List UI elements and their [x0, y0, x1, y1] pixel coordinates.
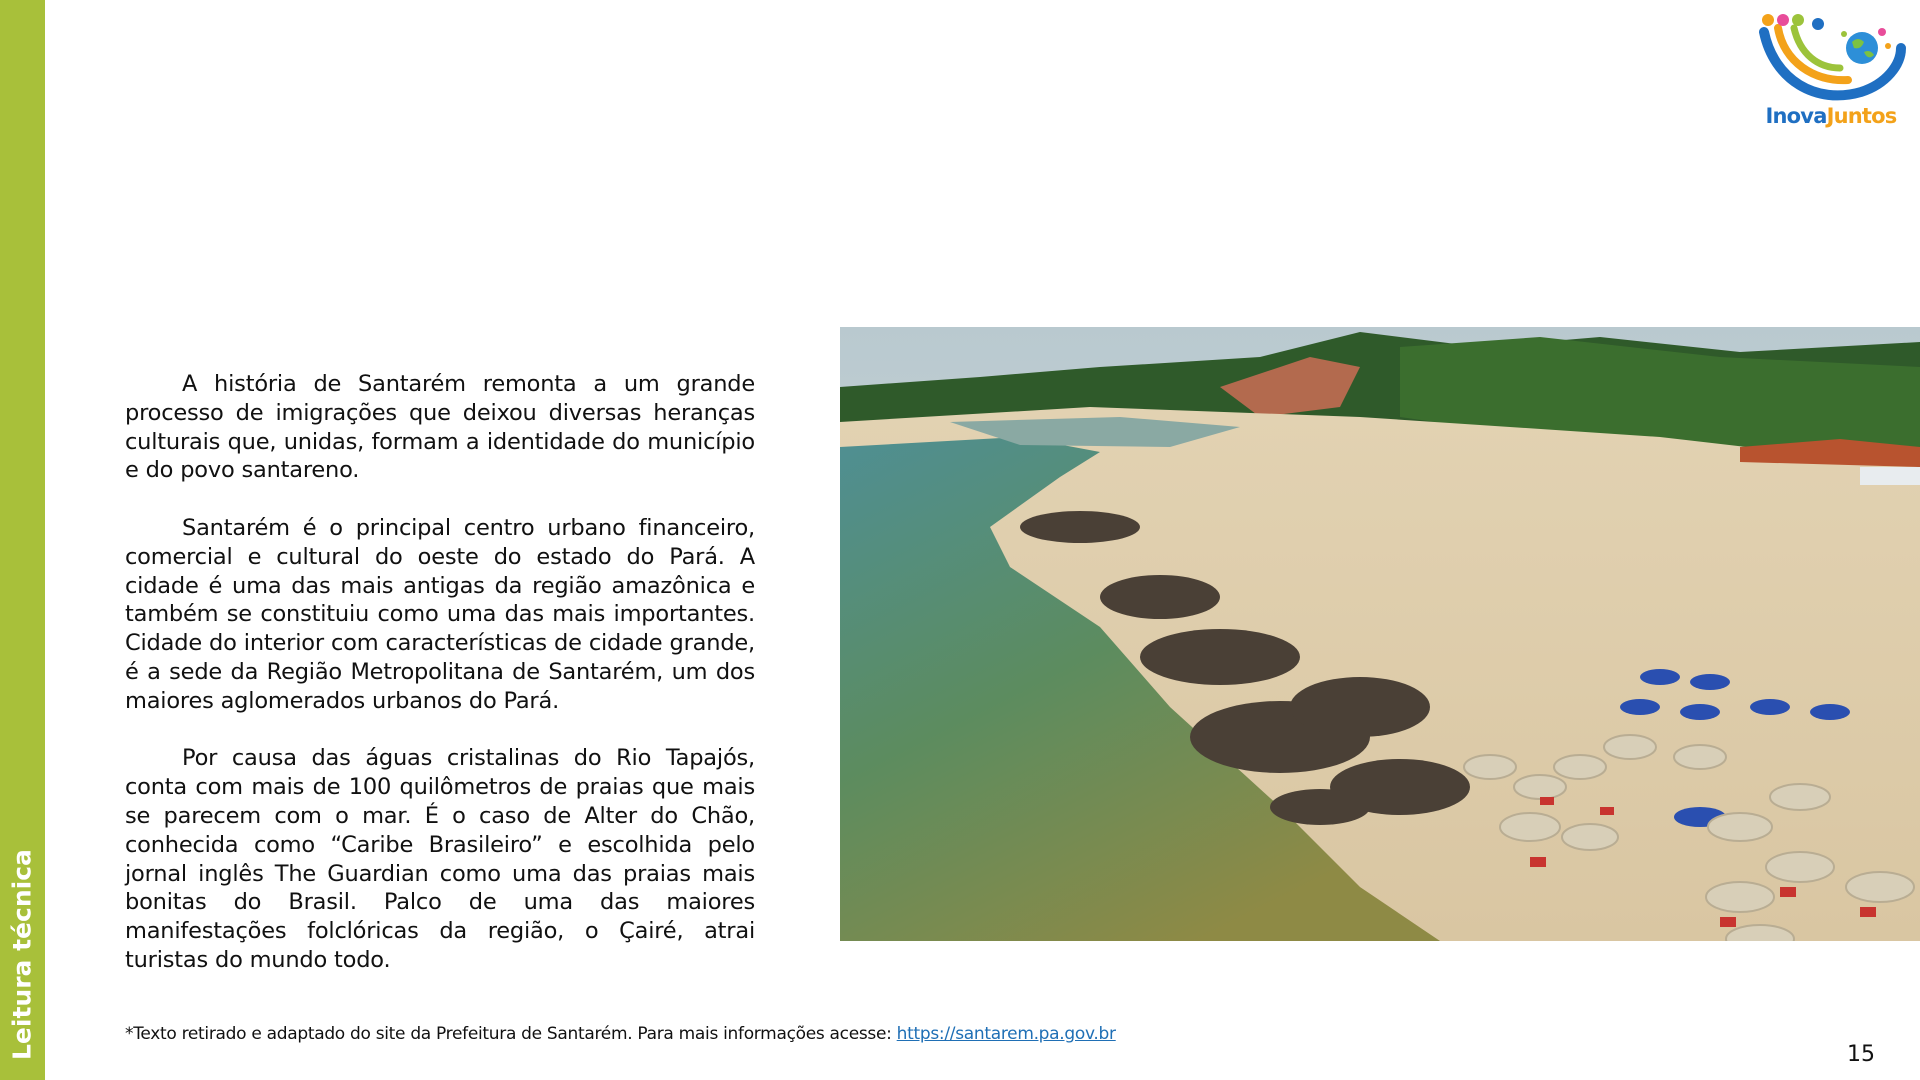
logo-wordmark: InovaJuntos [1765, 104, 1897, 128]
paragraph: Santarém é o principal centro urbano financeiro, comercial e cultural do oeste do estado do Pará. A cidade é uma das mais antigas da região amazônica e também se constituiu como uma das mais importantes. Cidade do interior com características de cidade grande, é a sede da Região Metropolitana de Santarém, um dos maiores aglomerados urbanos do Pará. [125, 514, 755, 714]
article-text [125, 370, 755, 1004]
footnote: *Texto retirado e adaptado do site da Prefeitura de Santarém. Para mais informações acesse: https://santarem.pa.gov.br [125, 1024, 1116, 1044]
paragraph: Por causa das águas cristalinas do Rio Tapajós, conta com mais de 100 quilômetros de praias que mais se parecem com o mar. É o caso de Alter do Chão, conhecida como “Caribe Brasileiro” e escolhida pelo jornal inglês The Guardian como uma das praias mais bonitas do Brasil. Palco de uma das maiores manifestações folclóricas da região, o Çairé, atrai turistas do mundo todo. [125, 745, 755, 973]
source-link[interactable]: https://santarem.pa.gov.br [896, 1024, 1116, 1044]
sidebar [0, 0, 45, 1080]
inova-juntos-logo [1756, 10, 1906, 135]
sidebar-label: Leitura técnica [7, 849, 37, 1060]
page-number: 15 [1847, 1042, 1875, 1067]
beach-photo [840, 327, 1920, 941]
logo-icon [1756, 10, 1906, 110]
paragraph: A história de Santarém remonta a um grande processo de imigrações que deixou diversas heranças culturais que, unidas, formam a identidade do município e do povo santareno. [125, 371, 755, 484]
